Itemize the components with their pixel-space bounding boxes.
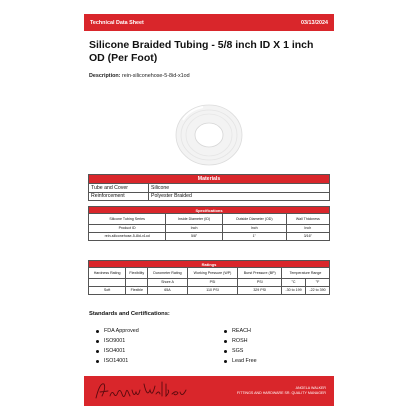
- list-item: [96, 356, 139, 366]
- spec-unit: Inch: [166, 225, 222, 233]
- rating-unit: °F: [306, 279, 330, 287]
- spec-column-header: Wall Thickness: [286, 214, 329, 225]
- list-item: [96, 336, 139, 346]
- signatory-name: ANGELA WALKER: [295, 386, 326, 390]
- table-row: [89, 268, 330, 279]
- bullet-icon: [96, 360, 99, 363]
- rating-unit: PSI: [187, 279, 238, 287]
- ratings-heading: Ratings: [89, 261, 330, 268]
- spec-column-header: Inside Diameter (ID): [166, 214, 222, 225]
- product-title: Silicone Braided Tubing - 5/8 inch ID X 1 inch OD (Per Foot): [89, 39, 314, 64]
- standards-list-right: [224, 326, 257, 366]
- rating-value: -22 to 390: [306, 287, 330, 295]
- table-row: [89, 214, 330, 225]
- bullet-icon: [96, 340, 99, 343]
- header-bar: [84, 14, 334, 31]
- materials-heading: Materials: [89, 175, 330, 184]
- spec-column-header: Silicone Tubing Series: [89, 214, 166, 225]
- rating-unit: °C: [282, 279, 306, 287]
- data-sheet-page: [84, 14, 334, 402]
- bullet-icon: [96, 350, 99, 353]
- table-row: [89, 233, 330, 241]
- handwritten-signature: [92, 378, 192, 404]
- standards-list-left: [96, 326, 139, 366]
- spec-value: 1": [222, 233, 286, 241]
- bullet-icon: [224, 330, 227, 333]
- header-title: Technical Data Sheet: [90, 19, 144, 26]
- list-item: [224, 356, 257, 366]
- rating-unit: [126, 279, 148, 287]
- rating-value: Soft: [89, 287, 126, 295]
- materials-key: Tube and Cover: [89, 184, 149, 193]
- bullet-icon: [96, 330, 99, 333]
- spec-unit: Inch: [222, 225, 286, 233]
- rating-column-header: Hardness Rating: [89, 268, 126, 279]
- rating-value: 65A: [148, 287, 187, 295]
- signature-footer: [84, 376, 334, 406]
- standards-title: Standards and Certifications:: [89, 311, 170, 317]
- materials-value: Silicone: [149, 184, 330, 193]
- standard-label: REACH: [232, 328, 251, 334]
- spec-value: rein-siliconehose-5-8id-x1od: [89, 233, 166, 241]
- list-item: [96, 326, 139, 336]
- bullet-icon: [224, 350, 227, 353]
- bullet-icon: [224, 340, 227, 343]
- standard-label: SGS: [232, 348, 244, 354]
- bullet-icon: [224, 360, 227, 363]
- standard-label: FDA Approved: [104, 328, 139, 334]
- ratings-table: [88, 260, 330, 295]
- table-row: [89, 225, 330, 233]
- list-item: [96, 346, 139, 356]
- standard-label: Lead Free: [232, 358, 257, 364]
- standard-label: ISO9001: [104, 338, 126, 344]
- description: [89, 73, 190, 79]
- rating-value: 329 PSI: [238, 287, 282, 295]
- spec-column-header: Outside Diameter (OD): [222, 214, 286, 225]
- list-item: [224, 346, 257, 356]
- rating-value: 110 PSI: [187, 287, 238, 295]
- specifications-table: [88, 206, 330, 241]
- rating-column-header: Working Pressure (WP): [187, 268, 238, 279]
- rating-column-header: Durometer Rating: [148, 268, 187, 279]
- description-label: Description:: [89, 73, 121, 79]
- tubing-coil-image: [169, 100, 249, 170]
- list-item: [224, 336, 257, 346]
- rating-unit: PSI: [238, 279, 282, 287]
- spec-unit: Inch: [286, 225, 329, 233]
- description-value: rein-siliconehose-5-8id-x1od: [121, 73, 190, 79]
- signatory-block: [237, 386, 326, 396]
- standard-label: ROSH: [232, 338, 248, 344]
- spec-unit: Product ID: [89, 225, 166, 233]
- materials-value: Polyester Braided: [149, 192, 330, 201]
- rating-unit: [89, 279, 126, 287]
- table-row: [89, 192, 330, 201]
- standard-label: ISO4001: [104, 348, 126, 354]
- materials-key: Reinforcement: [89, 192, 149, 201]
- rating-unit: Shore A: [148, 279, 187, 287]
- standard-label: ISO14001: [104, 358, 129, 364]
- rating-value: -30 to 199: [282, 287, 306, 295]
- list-item: [224, 326, 257, 336]
- signatory-role: FITTINGS AND HARDWARE SR. QUALITY MANAGER: [236, 391, 326, 395]
- spec-value: 3/16": [286, 233, 329, 241]
- spec-value: 5/8": [166, 233, 222, 241]
- rating-column-header: Burst Pressure (BP): [238, 268, 282, 279]
- rating-column-header: Temperature Range: [282, 268, 330, 279]
- header-date: 03/13/2024: [301, 19, 328, 26]
- table-row: [89, 287, 330, 295]
- rating-value: Flexible: [126, 287, 148, 295]
- materials-table: [88, 174, 330, 201]
- specifications-heading: Specifications: [89, 207, 330, 214]
- rating-column-header: Flexibility: [126, 268, 148, 279]
- table-row: [89, 279, 330, 287]
- table-row: [89, 184, 330, 193]
